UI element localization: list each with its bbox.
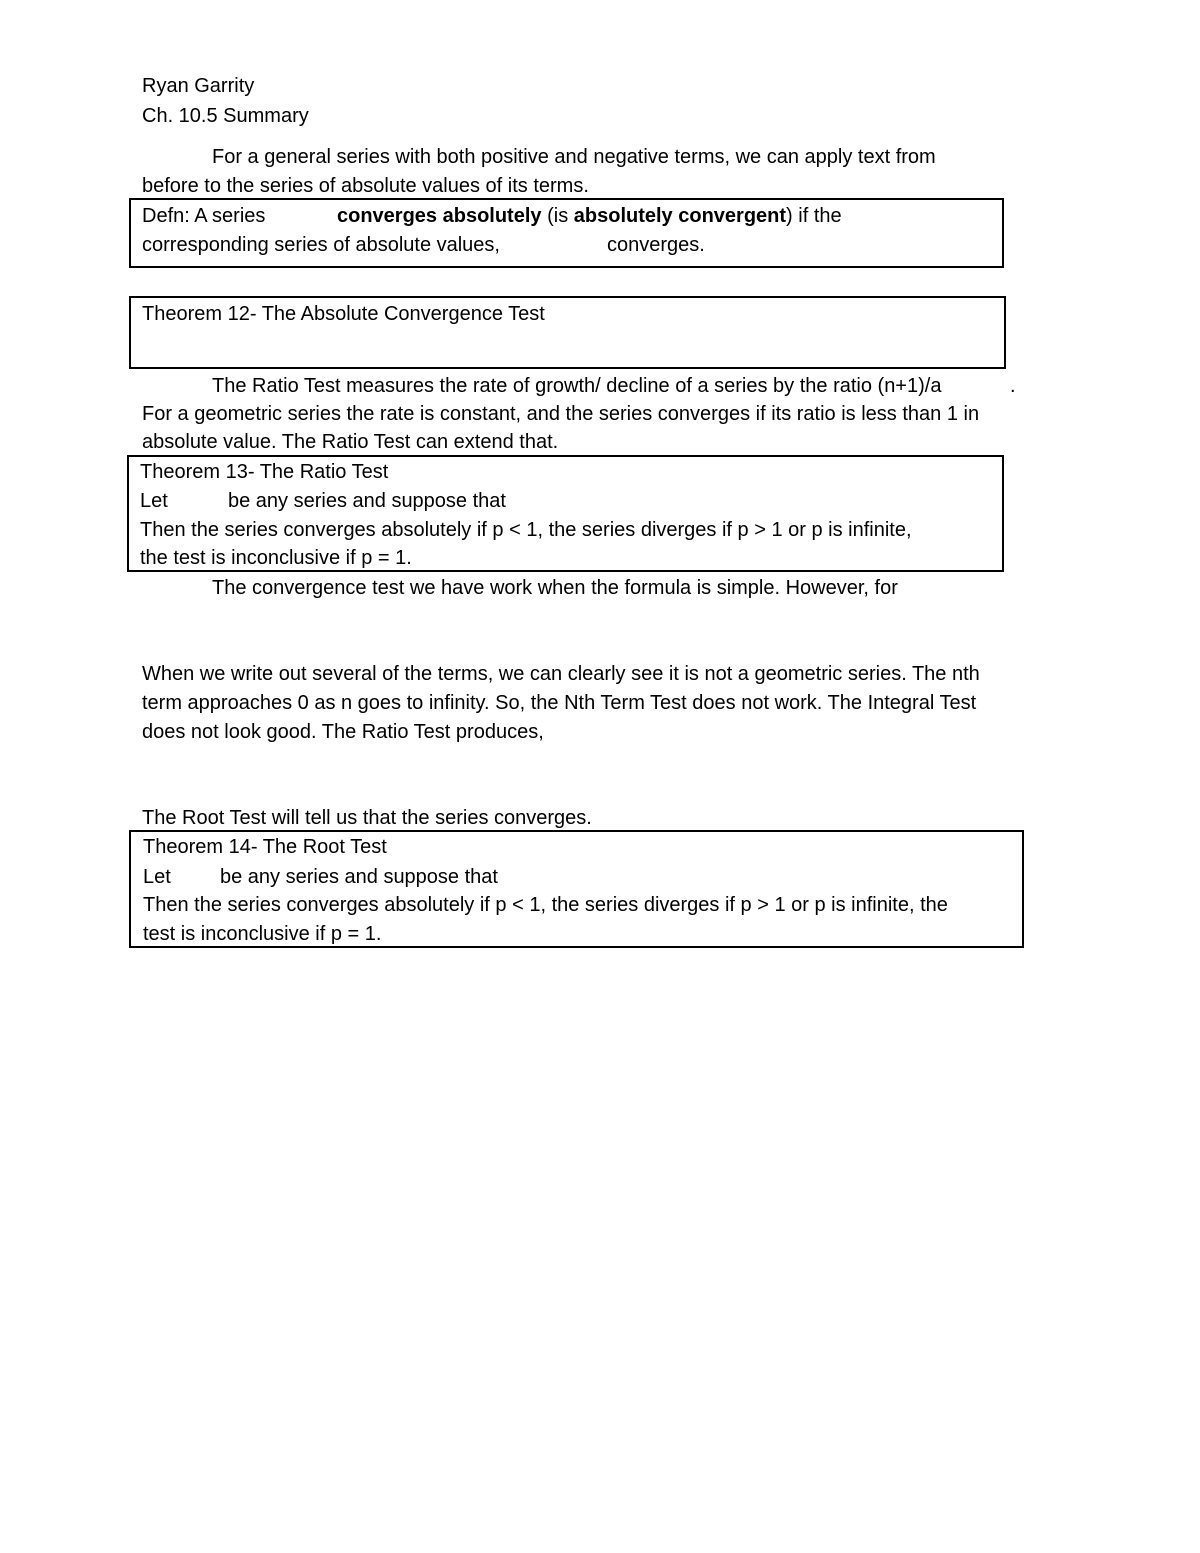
theorem-13-let: Let <box>140 490 168 512</box>
definition-prefix: Defn: A series <box>142 205 266 227</box>
theorem-13-line-4: the test is inconclusive if p = 1. <box>140 547 412 569</box>
example-line-3: does not look good. The Ratio Test produces, <box>142 721 544 743</box>
theorem-14-let: Let <box>143 866 171 888</box>
ratio-intro-line-1-end: . <box>1010 375 1016 397</box>
ratio-intro-line-2: For a geometric series the rate is constant, and the series converges if its ratio is less than 1 in <box>142 403 980 425</box>
definition-line-2a: corresponding series of absolute values, <box>142 234 500 256</box>
theorem-13-title: Theorem 13- The Ratio Test <box>140 461 389 483</box>
intro-line-2: before to the series of absolute values of its terms. <box>142 175 589 197</box>
definition-term-absolutely-convergent: absolutely convergent <box>573 205 787 227</box>
definition-line-2b: converges. <box>607 234 705 256</box>
definition-paren-open: (is <box>547 205 569 227</box>
definition-term-converges-absolutely: converges absolutely <box>337 205 542 227</box>
definition-line-1 <box>337 204 842 228</box>
ratio-intro-line-1: The Ratio Test measures the rate of growth/ decline of a series by the ratio (n+1)/a <box>212 375 942 397</box>
theorem-14-let-rest: be any series and suppose that <box>220 866 498 888</box>
intro-line-1: For a general series with both positive and negative terms, we can apply text from <box>212 146 936 168</box>
theorem-14-line-3: Then the series converges absolutely if p < 1, the series diverges if p > 1 or p is infinite, the <box>143 894 948 916</box>
author-name: Ryan Garrity <box>142 75 255 97</box>
ratio-intro-line-3: absolute value. The Ratio Test can extend that. <box>142 431 559 453</box>
example-line-1: When we write out several of the terms, we can clearly see it is not a geometric series. The nth <box>142 663 980 685</box>
theorem-12-title: Theorem 12- The Absolute Convergence Test <box>142 303 545 325</box>
theorem-13-line-3: Then the series converges absolutely if p < 1, the series diverges if p > 1 or p is infinite, <box>140 519 912 541</box>
example-line-4: The Root Test will tell us that the series converges. <box>142 807 592 829</box>
theorem-14-title: Theorem 14- The Root Test <box>143 836 387 858</box>
page-title: Ch. 10.5 Summary <box>142 105 309 127</box>
theorem-14-line-4: test is inconclusive if p = 1. <box>143 923 382 945</box>
definition-paren-close: ) if the <box>786 205 842 227</box>
example-line-2: term approaches 0 as n goes to infinity. So, the Nth Term Test does not work. The Integral Test <box>142 692 977 714</box>
convergence-note-line-1: The convergence test we have work when the formula is simple. However, for <box>212 577 898 599</box>
theorem-13-let-rest: be any series and suppose that <box>228 490 506 512</box>
